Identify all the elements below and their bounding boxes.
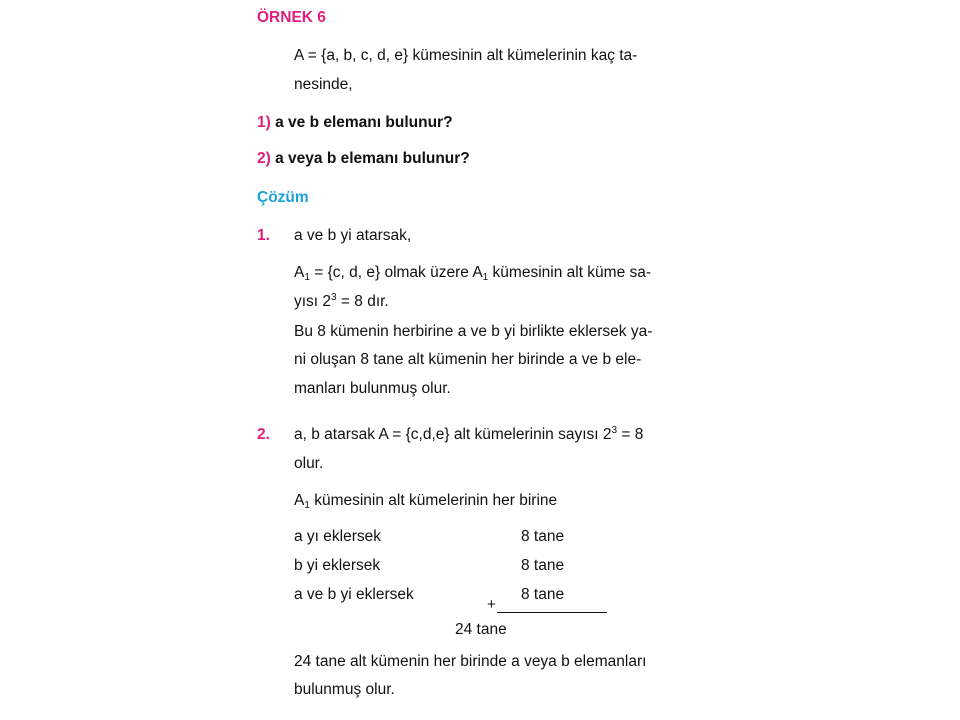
step-1-paragraph-line-2: ni oluşan 8 tane alt kümenin her birinde a ve b ele- xyxy=(294,351,642,368)
step-2-set-line: $A_1$ kümesinin alt kümelerinin her birine xyxy=(294,492,558,511)
row-3-label: a ve b yi eklersek xyxy=(294,586,414,603)
step-1-subset-count: yısı $2^3 = 8$ dır. xyxy=(294,292,389,310)
question-2-text: a veya b elemanı bulunur? xyxy=(275,150,470,167)
row-3-value: 8 tane xyxy=(521,586,565,603)
solution-title: Çözüm xyxy=(257,189,309,206)
intro-line-1: A = {a, b, c, d, e} kümesinin alt kümelerinin kaç ta- xyxy=(294,47,638,64)
step-1-line-1: a ve b yi atarsak, xyxy=(294,227,412,244)
final-line-2: bulunmuş olur. xyxy=(294,681,395,698)
question-2 xyxy=(257,144,470,173)
sum-line xyxy=(497,612,607,613)
question-1-text: a ve b elemanı bulunur? xyxy=(275,114,453,131)
step-1-paragraph-line-3: manları bulunmuş olur. xyxy=(294,380,451,397)
step-1-set-definition: $A_1 = \{c$, d, e} olmak üzere $A_1$ kümesinin alt küme sa- xyxy=(294,264,652,283)
step-1-paragraph-line-1: Bu 8 kümenin herbirine a ve b yi birlikte eklersek ya- xyxy=(294,323,653,340)
final-line-1: 24 tane alt kümenin her birinde a veya b elemanları xyxy=(294,653,647,670)
step-1-number: 1. xyxy=(257,227,270,244)
row-1-value: 8 tane xyxy=(521,528,565,545)
intro-line-2: nesinde, xyxy=(294,76,353,93)
step-2-line-1: a, b atarsak A = {c,d,e} alt kümelerinin sayısı $2^3 = 8$ xyxy=(294,425,644,443)
row-2-value: 8 tane xyxy=(521,557,565,574)
question-1 xyxy=(257,108,453,137)
plus-sign: + xyxy=(487,596,496,613)
row-1-label: a yı eklersek xyxy=(294,528,382,545)
step-2-number: 2. xyxy=(257,426,270,443)
example-title: ÖRNEK 6 xyxy=(257,9,326,26)
question-1-number: 1) xyxy=(257,114,271,131)
total-value: 24 tane xyxy=(455,621,507,638)
row-2-label: b yi eklersek xyxy=(294,557,381,574)
question-2-number: 2) xyxy=(257,150,271,167)
step-2-line-2: olur. xyxy=(294,455,324,472)
